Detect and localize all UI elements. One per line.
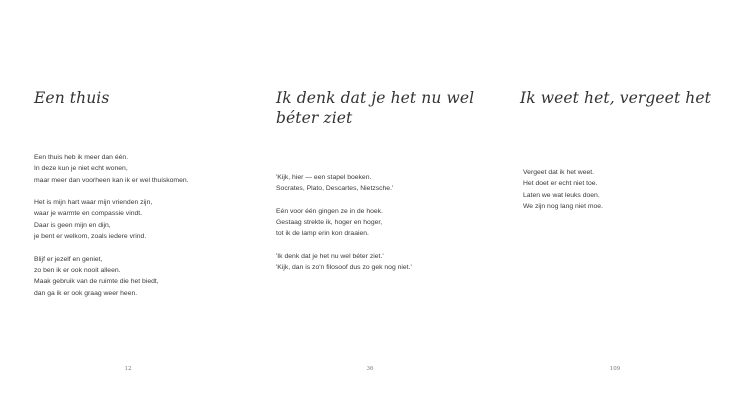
poem-line: In deze kun je niet echt wonen, — [34, 165, 128, 173]
poem-line: 'Ik denk dat je het nu wel béter ziet.' — [276, 253, 384, 261]
stanza — [34, 197, 239, 242]
poem-title: Een thuis — [34, 89, 110, 107]
poem-title: Ik denk dat je het nu wel béter ziet — [276, 89, 475, 127]
stanza — [34, 152, 239, 186]
stanza — [276, 172, 491, 195]
book-page-2 — [248, 0, 496, 419]
poem-line: 'Kijk, dan is zo'n filosoof dus zo gek nog niet.' — [276, 264, 412, 272]
poem-title: Ik weet het, vergeet het — [520, 89, 711, 107]
poem-body — [276, 172, 491, 285]
poem-line: Daar is geen mijn en dijn, — [34, 221, 111, 229]
poem-line: Het is mijn hart waar mijn vrienden zijn, — [34, 199, 153, 207]
poem-line: Vergeet dat ik het weet. — [523, 169, 595, 176]
stanza — [276, 251, 491, 274]
page-number: 109 — [609, 366, 621, 372]
book-page-1 — [0, 0, 248, 419]
stanza — [276, 206, 491, 240]
poem-line: maar meer dan voorheen kan ik er wel thuiskomen. — [34, 176, 189, 184]
poem-line: Socrates, Plato, Descartes, Nietzsche.' — [276, 185, 394, 193]
stanza — [523, 167, 738, 212]
book-page-3 — [496, 0, 745, 419]
poem-line: Laten we wat leuks doen. — [523, 191, 600, 199]
poem-line: je bent er welkom, zoals iedere vrind. — [34, 233, 147, 241]
poem-line: Het doet er echt niet toe. — [523, 180, 598, 188]
page-number: 12 — [124, 366, 132, 372]
poem-line: 'Kijk, hier — een stapel boeken. — [276, 174, 372, 181]
poem-line: Maak gebruik van de ruimte die het biedt, — [34, 278, 159, 286]
poem-line: Eén voor één gingen ze in de hoek. — [276, 207, 383, 215]
stanza — [34, 254, 239, 299]
poem-line: Gestaag strekte ik, hoger en hoger, — [276, 219, 383, 227]
poem-line: dan ga ik er ook graag weer heen. — [34, 289, 138, 297]
poem-line: waar je warmte en compassie vindt. — [34, 210, 143, 218]
poem-line: Een thuis heb ik meer dan één. — [34, 154, 129, 161]
poem-body — [34, 152, 239, 310]
poem-body — [523, 167, 738, 223]
poem-line: tot ik de lamp erin kon draaien. — [276, 230, 369, 238]
poem-line: Blijf er jezelf en geniet, — [34, 255, 103, 263]
poem-line: zo ben ik er ook nooit alleen. — [34, 266, 121, 274]
page-number: 36 — [366, 366, 374, 372]
poem-line: We zijn nog lang niet moe. — [523, 202, 603, 210]
